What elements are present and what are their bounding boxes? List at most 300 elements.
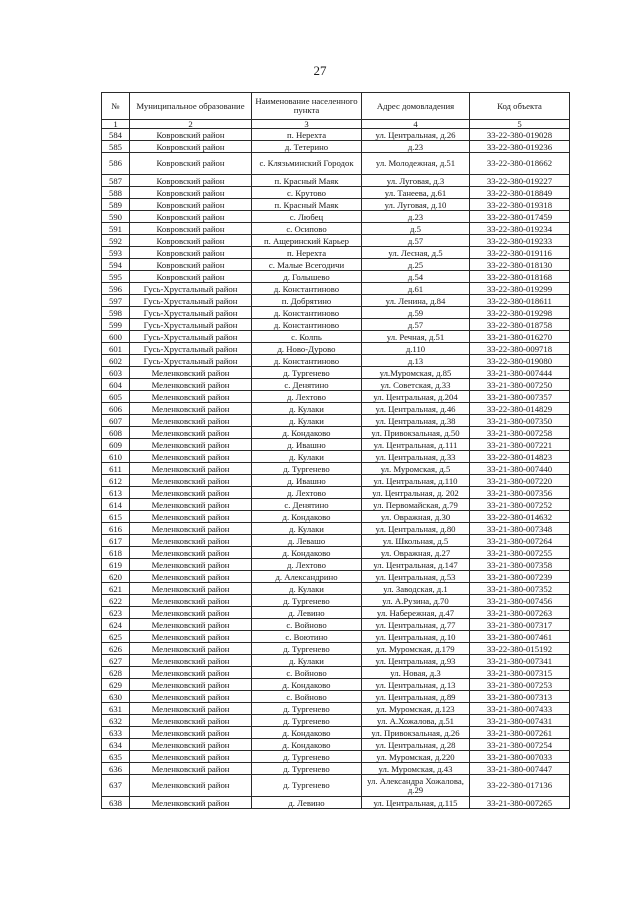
- table-row: [102, 631, 570, 643]
- table-row: [102, 307, 570, 319]
- municipality-cell: Ковровский район: [130, 187, 252, 199]
- row-number-cell: 603: [102, 367, 130, 379]
- municipality-cell: Меленковский район: [130, 379, 252, 391]
- row-number-cell: 631: [102, 703, 130, 715]
- header-object-code: Код объекта: [470, 93, 570, 120]
- row-number-cell: 601: [102, 343, 130, 355]
- municipality-cell: Меленковский район: [130, 475, 252, 487]
- address-cell: ул. Центральная, д.204: [362, 391, 470, 403]
- address-cell: ул. Центральная, д.80: [362, 523, 470, 535]
- table-row: [102, 355, 570, 367]
- municipality-cell: Меленковский район: [130, 583, 252, 595]
- municipality-cell: Меленковский район: [130, 667, 252, 679]
- address-cell: д.59: [362, 307, 470, 319]
- address-cell: ул. Молодежная, д.51: [362, 153, 470, 175]
- address-cell: ул. Набережная, д.47: [362, 607, 470, 619]
- object-code-cell: 33-21-380-007348: [470, 523, 570, 535]
- settlement-cell: с. Воютино: [252, 631, 362, 643]
- settlement-cell: д. Тургенево: [252, 595, 362, 607]
- table-row: [102, 595, 570, 607]
- row-number-cell: 633: [102, 727, 130, 739]
- municipality-cell: Ковровский район: [130, 141, 252, 153]
- object-code-cell: 33-21-380-007250: [470, 379, 570, 391]
- settlement-cell: д. Ново-Дурово: [252, 343, 362, 355]
- object-code-cell: 33-22-380-018662: [470, 153, 570, 175]
- address-cell: ул. Привокзальная, д.50: [362, 427, 470, 439]
- settlement-cell: д. Тургенево: [252, 775, 362, 797]
- row-number-cell: 605: [102, 391, 130, 403]
- table-row: [102, 511, 570, 523]
- settlement-cell: д. Константиново: [252, 307, 362, 319]
- header-municipality: Муниципальное образование: [130, 93, 252, 120]
- object-code-cell: 33-22-380-019028: [470, 129, 570, 141]
- address-cell: д.23: [362, 141, 470, 153]
- object-code-cell: 33-21-380-007440: [470, 463, 570, 475]
- municipality-cell: Меленковский район: [130, 511, 252, 523]
- object-code-cell: 33-21-380-007358: [470, 559, 570, 571]
- row-number-cell: 635: [102, 751, 130, 763]
- row-number-cell: 604: [102, 379, 130, 391]
- object-code-cell: 33-22-380-019227: [470, 175, 570, 187]
- municipality-cell: Меленковский район: [130, 487, 252, 499]
- row-number-cell: 599: [102, 319, 130, 331]
- settlement-cell: д. Кондаково: [252, 739, 362, 751]
- column-index-row: [102, 120, 570, 129]
- address-cell: ул. Речная, д.51: [362, 331, 470, 343]
- settlement-cell: д. Лехтово: [252, 391, 362, 403]
- object-code-cell: 33-21-380-007357: [470, 391, 570, 403]
- table-row: [102, 367, 570, 379]
- address-cell: д.110: [362, 343, 470, 355]
- municipality-cell: Ковровский район: [130, 129, 252, 141]
- municipality-cell: Меленковский район: [130, 763, 252, 775]
- row-number-cell: 585: [102, 141, 130, 153]
- settlement-cell: д. Ивашно: [252, 475, 362, 487]
- row-number-cell: 594: [102, 259, 130, 271]
- object-code-cell: 33-21-380-007431: [470, 715, 570, 727]
- settlement-cell: с. Войново: [252, 691, 362, 703]
- settlement-cell: д. Тургенево: [252, 463, 362, 475]
- object-code-cell: 33-21-380-007315: [470, 667, 570, 679]
- settlement-cell: с. Денятино: [252, 499, 362, 511]
- table-row: [102, 679, 570, 691]
- municipality-cell: Меленковский район: [130, 643, 252, 655]
- row-number-cell: 614: [102, 499, 130, 511]
- address-cell: д.54: [362, 271, 470, 283]
- table-row: [102, 523, 570, 535]
- address-cell: ул. Центральная, д.147: [362, 559, 470, 571]
- settlement-cell: с. Клязьминский Городок: [252, 153, 362, 175]
- table-row: [102, 559, 570, 571]
- address-cell: ул. Центральная, д.77: [362, 619, 470, 631]
- object-code-cell: 33-22-380-019080: [470, 355, 570, 367]
- object-code-cell: 33-22-380-019233: [470, 235, 570, 247]
- row-number-cell: 627: [102, 655, 130, 667]
- object-code-cell: 33-21-380-007220: [470, 475, 570, 487]
- page-number: 27: [313, 63, 327, 78]
- address-cell: ул. Центральная, д.38: [362, 415, 470, 427]
- object-code-cell: 33-22-380-014823: [470, 451, 570, 463]
- settlement-cell: д. Константиново: [252, 283, 362, 295]
- municipality-cell: Меленковский район: [130, 631, 252, 643]
- row-number-cell: 584: [102, 129, 130, 141]
- settlement-cell: д. Левашо: [252, 535, 362, 547]
- address-cell: ул. Центральная, д.93: [362, 655, 470, 667]
- row-number-cell: 637: [102, 775, 130, 797]
- municipality-cell: Гусь-Хрустальный район: [130, 307, 252, 319]
- settlement-cell: п. Красный Маяк: [252, 175, 362, 187]
- object-code-cell: 33-21-380-007033: [470, 751, 570, 763]
- table-row: [102, 415, 570, 427]
- table-row: [102, 583, 570, 595]
- address-cell: ул. А.Хожалова, д.51: [362, 715, 470, 727]
- object-code-cell: 33-22-380-019236: [470, 141, 570, 153]
- address-cell: ул. А.Рузина, д.70: [362, 595, 470, 607]
- table-row: [102, 451, 570, 463]
- address-cell: ул. Луговая, д.10: [362, 199, 470, 211]
- municipality-cell: Ковровский район: [130, 175, 252, 187]
- row-number-cell: 602: [102, 355, 130, 367]
- settlement-cell: д. Лехтово: [252, 559, 362, 571]
- table-row: [102, 463, 570, 475]
- row-number-cell: 613: [102, 487, 130, 499]
- address-cell: ул. Первомайская, д.79: [362, 499, 470, 511]
- municipality-cell: Меленковский район: [130, 415, 252, 427]
- table-row: [102, 439, 570, 451]
- object-code-cell: 33-22-380-019299: [470, 283, 570, 295]
- row-number-cell: 598: [102, 307, 130, 319]
- municipality-cell: Меленковский район: [130, 751, 252, 763]
- object-code-cell: 33-22-380-018849: [470, 187, 570, 199]
- municipality-cell: Меленковский район: [130, 403, 252, 415]
- municipality-cell: Ковровский район: [130, 153, 252, 175]
- address-cell: д.5: [362, 223, 470, 235]
- municipality-cell: Меленковский район: [130, 715, 252, 727]
- object-code-cell: 33-22-380-017459: [470, 211, 570, 223]
- municipality-cell: Меленковский район: [130, 535, 252, 547]
- object-code-cell: 33-21-380-007261: [470, 727, 570, 739]
- table-row: [102, 475, 570, 487]
- settlement-cell: д. Тургенево: [252, 367, 362, 379]
- settlement-cell: с. Малые Всегодичи: [252, 259, 362, 271]
- object-code-cell: 33-21-380-007265: [470, 797, 570, 809]
- settlement-cell: д. Кулаки: [252, 655, 362, 667]
- address-cell: ул. Новая, д.3: [362, 667, 470, 679]
- table-body: [102, 129, 570, 809]
- municipality-cell: Меленковский район: [130, 703, 252, 715]
- row-number-cell: 626: [102, 643, 130, 655]
- municipality-cell: Ковровский район: [130, 271, 252, 283]
- object-code-cell: 33-21-380-007254: [470, 739, 570, 751]
- table-row: [102, 247, 570, 259]
- address-cell: ул. Школьная, д.5: [362, 535, 470, 547]
- municipality-cell: Меленковский район: [130, 679, 252, 691]
- settlement-cell: д. Лехтово: [252, 487, 362, 499]
- row-number-cell: 624: [102, 619, 130, 631]
- address-cell: ул. Овражная, д.27: [362, 547, 470, 559]
- object-code-cell: 33-21-380-007444: [470, 367, 570, 379]
- column-index: 5: [470, 120, 570, 129]
- address-cell: д.57: [362, 319, 470, 331]
- row-number-cell: 622: [102, 595, 130, 607]
- object-code-cell: 33-21-380-007456: [470, 595, 570, 607]
- municipality-cell: Гусь-Хрустальный район: [130, 319, 252, 331]
- address-cell: ул. Центральная, д.110: [362, 475, 470, 487]
- table-row: [102, 655, 570, 667]
- row-number-cell: 600: [102, 331, 130, 343]
- row-number-cell: 625: [102, 631, 130, 643]
- table-row: [102, 535, 570, 547]
- row-number-cell: 620: [102, 571, 130, 583]
- municipality-cell: Гусь-Хрустальный район: [130, 355, 252, 367]
- settlement-cell: д. Голышево: [252, 271, 362, 283]
- address-cell: ул. Александра Хожалова, д.29: [362, 775, 470, 797]
- object-code-cell: 33-22-380-015192: [470, 643, 570, 655]
- row-number-cell: 592: [102, 235, 130, 247]
- object-code-cell: 33-22-380-017136: [470, 775, 570, 797]
- address-cell: ул. Центральная, д.89: [362, 691, 470, 703]
- object-code-cell: 33-21-380-007350: [470, 415, 570, 427]
- table-row: [102, 775, 570, 797]
- row-number-cell: 609: [102, 439, 130, 451]
- table-row: [102, 223, 570, 235]
- table-row: [102, 153, 570, 175]
- address-cell: ул. Центральная, д.111: [362, 439, 470, 451]
- address-cell: ул. Луговая, д.3: [362, 175, 470, 187]
- settlement-cell: с. Любец: [252, 211, 362, 223]
- settlement-cell: д. Константиново: [252, 355, 362, 367]
- settlement-cell: с. Войново: [252, 667, 362, 679]
- municipality-cell: Меленковский район: [130, 691, 252, 703]
- object-code-cell: 33-22-380-019298: [470, 307, 570, 319]
- row-number-cell: 617: [102, 535, 130, 547]
- settlement-cell: д. Тетерино: [252, 141, 362, 153]
- settlement-cell: д. Тургенево: [252, 715, 362, 727]
- address-cell: ул. Центральная, д. 202: [362, 487, 470, 499]
- settlement-cell: п. Нерехта: [252, 247, 362, 259]
- object-code-cell: 33-21-380-007352: [470, 583, 570, 595]
- settlement-cell: п. Ащеринский Карьер: [252, 235, 362, 247]
- table-row: [102, 141, 570, 153]
- row-number-cell: 610: [102, 451, 130, 463]
- address-cell: ул. Центральная, д.10: [362, 631, 470, 643]
- settlement-cell: д. Кулаки: [252, 451, 362, 463]
- address-cell: ул. Привокзальная, д.26: [362, 727, 470, 739]
- settlement-cell: д. Кулаки: [252, 403, 362, 415]
- column-index: 1: [102, 120, 130, 129]
- row-number-cell: 618: [102, 547, 130, 559]
- settlement-cell: с. Крутово: [252, 187, 362, 199]
- municipality-cell: Меленковский район: [130, 439, 252, 451]
- settlement-cell: с. Колпь: [252, 331, 362, 343]
- row-number-cell: 621: [102, 583, 130, 595]
- settlement-cell: п. Красный Маяк: [252, 199, 362, 211]
- settlement-cell: д. Тургенево: [252, 703, 362, 715]
- object-code-cell: 33-21-380-007239: [470, 571, 570, 583]
- table-row: [102, 331, 570, 343]
- municipality-cell: Гусь-Хрустальный район: [130, 343, 252, 355]
- row-number-cell: 593: [102, 247, 130, 259]
- table-row: [102, 739, 570, 751]
- municipality-cell: Меленковский район: [130, 451, 252, 463]
- row-number-cell: 595: [102, 271, 130, 283]
- object-code-cell: 33-21-380-007447: [470, 763, 570, 775]
- settlement-cell: д. Тургенево: [252, 751, 362, 763]
- header-row: [102, 93, 570, 120]
- object-code-cell: 33-21-380-007253: [470, 679, 570, 691]
- settlement-cell: с. Денятино: [252, 379, 362, 391]
- settlement-cell: с. Осипово: [252, 223, 362, 235]
- object-code-cell: 33-21-380-007221: [470, 439, 570, 451]
- address-cell: ул. Муромская, д.123: [362, 703, 470, 715]
- object-code-cell: 33-21-380-007264: [470, 535, 570, 547]
- address-cell: д.57: [362, 235, 470, 247]
- municipality-cell: Ковровский район: [130, 235, 252, 247]
- municipality-cell: Гусь-Хрустальный район: [130, 283, 252, 295]
- municipality-cell: Меленковский район: [130, 619, 252, 631]
- address-cell: д.23: [362, 211, 470, 223]
- settlement-cell: д. Тургенево: [252, 763, 362, 775]
- municipality-cell: Меленковский район: [130, 655, 252, 667]
- municipality-cell: Ковровский район: [130, 223, 252, 235]
- address-cell: ул. Советская, д.33: [362, 379, 470, 391]
- row-number-cell: 597: [102, 295, 130, 307]
- municipality-cell: Меленковский район: [130, 727, 252, 739]
- table-row: [102, 619, 570, 631]
- settlement-cell: д. Кулаки: [252, 523, 362, 535]
- object-code-cell: 33-22-380-014632: [470, 511, 570, 523]
- address-cell: ул. Центральная, д.28: [362, 739, 470, 751]
- row-number-cell: 616: [102, 523, 130, 535]
- row-number-cell: 596: [102, 283, 130, 295]
- object-code-cell: 33-21-380-007461: [470, 631, 570, 643]
- settlement-cell: д. Александрино: [252, 571, 362, 583]
- column-index: 3: [252, 120, 362, 129]
- object-code-cell: 33-22-380-018758: [470, 319, 570, 331]
- table-row: [102, 667, 570, 679]
- table-row: [102, 211, 570, 223]
- settlement-cell: д. Кондаково: [252, 727, 362, 739]
- table-row: [102, 499, 570, 511]
- table-row: [102, 715, 570, 727]
- settlement-cell: д. Кулаки: [252, 583, 362, 595]
- municipality-cell: Меленковский район: [130, 559, 252, 571]
- municipality-cell: Меленковский район: [130, 739, 252, 751]
- table-row: [102, 199, 570, 211]
- row-number-cell: 623: [102, 607, 130, 619]
- table-row: [102, 343, 570, 355]
- municipality-cell: Меленковский район: [130, 367, 252, 379]
- settlement-cell: д. Кулаки: [252, 415, 362, 427]
- address-cell: д.61: [362, 283, 470, 295]
- object-code-cell: 33-21-380-007252: [470, 499, 570, 511]
- table-row: [102, 691, 570, 703]
- table-row: [102, 129, 570, 141]
- row-number-cell: 611: [102, 463, 130, 475]
- address-cell: ул. Центральная, д.46: [362, 403, 470, 415]
- table-row: [102, 403, 570, 415]
- object-code-cell: 33-21-380-007356: [470, 487, 570, 499]
- table-row: [102, 175, 570, 187]
- row-number-cell: 587: [102, 175, 130, 187]
- municipality-cell: Меленковский район: [130, 523, 252, 535]
- address-cell: ул. Центральная, д.115: [362, 797, 470, 809]
- table-row: [102, 271, 570, 283]
- row-number-cell: 590: [102, 211, 130, 223]
- row-number-cell: 636: [102, 763, 130, 775]
- table-row: [102, 187, 570, 199]
- settlement-cell: д. Кондаково: [252, 679, 362, 691]
- table-row: [102, 607, 570, 619]
- object-code-cell: 33-22-380-018611: [470, 295, 570, 307]
- row-number-cell: 632: [102, 715, 130, 727]
- object-code-cell: 33-22-380-018168: [470, 271, 570, 283]
- settlement-cell: д. Левино: [252, 607, 362, 619]
- table-row: [102, 319, 570, 331]
- address-cell: ул. Ленина, д.84: [362, 295, 470, 307]
- object-code-cell: 33-21-380-007341: [470, 655, 570, 667]
- municipality-cell: Меленковский район: [130, 499, 252, 511]
- table-row: [102, 547, 570, 559]
- column-index: 2: [130, 120, 252, 129]
- municipality-cell: Ковровский район: [130, 259, 252, 271]
- table-row: [102, 295, 570, 307]
- municipality-cell: Гусь-Хрустальный район: [130, 331, 252, 343]
- address-cell: ул. Центральная, д.33: [362, 451, 470, 463]
- row-number-cell: 634: [102, 739, 130, 751]
- registry-table: [101, 92, 570, 809]
- address-cell: ул. Муромская, д.43: [362, 763, 470, 775]
- object-code-cell: 33-21-380-016270: [470, 331, 570, 343]
- object-code-cell: 33-22-380-019116: [470, 247, 570, 259]
- header-number: №: [102, 93, 130, 120]
- table-row: [102, 379, 570, 391]
- table-row: [102, 571, 570, 583]
- row-number-cell: 630: [102, 691, 130, 703]
- object-code-cell: 33-22-380-019318: [470, 199, 570, 211]
- row-number-cell: 607: [102, 415, 130, 427]
- settlement-cell: д. Левино: [252, 797, 362, 809]
- object-code-cell: 33-21-380-007258: [470, 427, 570, 439]
- address-cell: ул. Центральная, д.26: [362, 129, 470, 141]
- settlement-cell: с. Войново: [252, 619, 362, 631]
- municipality-cell: Меленковский район: [130, 607, 252, 619]
- municipality-cell: Ковровский район: [130, 247, 252, 259]
- address-cell: ул. Танеева, д.61: [362, 187, 470, 199]
- settlement-cell: д. Кондаково: [252, 511, 362, 523]
- table-row: [102, 751, 570, 763]
- address-cell: ул. Муромская, д.179: [362, 643, 470, 655]
- municipality-cell: Меленковский район: [130, 571, 252, 583]
- municipality-cell: Ковровский район: [130, 211, 252, 223]
- table-row: [102, 703, 570, 715]
- settlement-cell: д. Тургенево: [252, 643, 362, 655]
- row-number-cell: 612: [102, 475, 130, 487]
- municipality-cell: Меленковский район: [130, 391, 252, 403]
- object-code-cell: 33-21-380-007317: [470, 619, 570, 631]
- address-cell: ул. Муромская, д.5: [362, 463, 470, 475]
- municipality-cell: Меленковский район: [130, 595, 252, 607]
- address-cell: ул. Заводская, д.1: [362, 583, 470, 595]
- table-row: [102, 259, 570, 271]
- address-cell: ул. Центральная, д.13: [362, 679, 470, 691]
- object-code-cell: 33-22-380-019234: [470, 223, 570, 235]
- object-code-cell: 33-21-380-007313: [470, 691, 570, 703]
- row-number-cell: 608: [102, 427, 130, 439]
- row-number-cell: 588: [102, 187, 130, 199]
- row-number-cell: 628: [102, 667, 130, 679]
- table-row: [102, 797, 570, 809]
